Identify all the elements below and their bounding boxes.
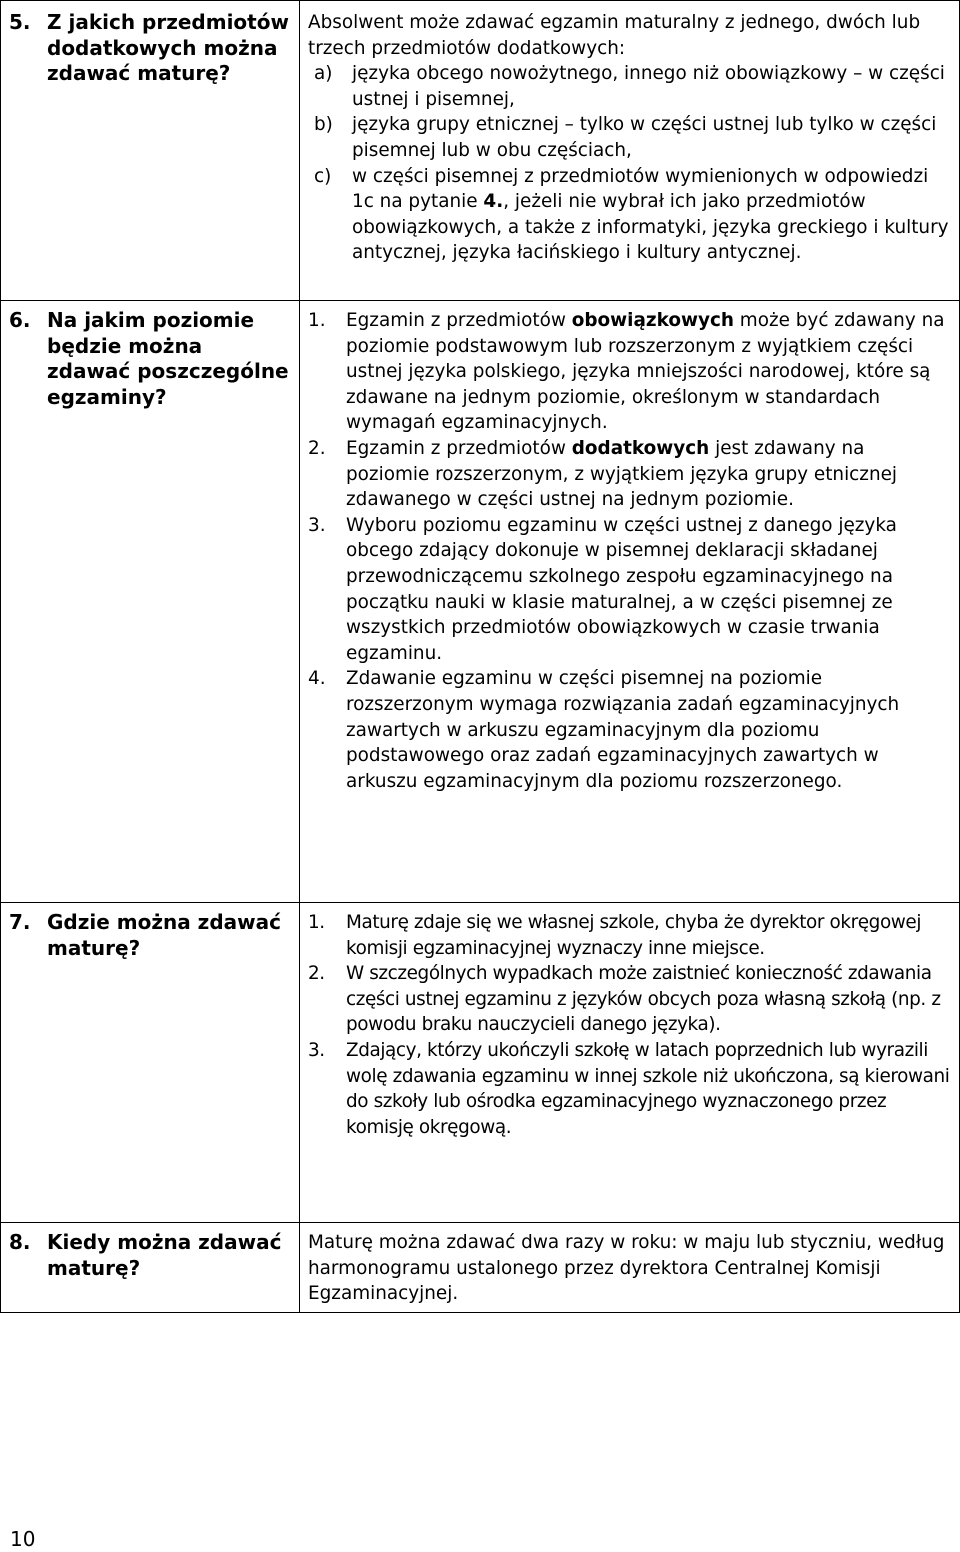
answer-item [308,666,953,794]
answer-item [314,61,953,112]
answer-item [308,308,953,436]
question-number: 6. [9,308,31,332]
question-text: Gdzie można zdawać maturę? [47,910,281,960]
page-number: 10 [10,1527,36,1551]
item-label: 3. [308,514,326,536]
question-text: Na jakim poziomie będzie można zdawać poszczególne egzaminy? [47,308,289,409]
item-label: a) [314,63,333,85]
answer-item [308,436,953,513]
item-text: Zdawanie egzaminu w części pisemnej na poziomie rozszerzonym wymaga rozwiązania zadań egzaminacyjnych zawartych w arkuszu egzaminacyjnym dla poziomu podstawowego oraz zadań egzaminacyjnych zawartych w arkuszu egzaminacyjnym dla poziomu rozszerzonego. [346,668,900,792]
row-divider [1,1222,959,1223]
answer-item [308,910,953,961]
question-text: Z jakich przedmiotów dodatkowych można zdawać maturę? [47,10,289,86]
column-divider [299,1,300,1312]
answer-item [314,112,953,163]
item-label: 1. [308,912,325,933]
question-number: 8. [9,1230,31,1254]
item-text: Egzamin z przedmiotów dodatkowych jest zdawany na poziomie rozszerzonym, z wyjątkiem języka grupy etnicznej zdawanego w części ustnej na jednym poziomie. [346,437,898,511]
item-text: W szczególnych wypadkach może zaistnieć konieczność zdawania części ustnej egzaminu z języków obcych poza własną szkołą (np. z powodu braku nauczycieli danego języka). [346,963,941,1036]
question-text: Kiedy można zdawać maturę? [47,1230,282,1280]
answer-8: Maturę można zdawać dwa razy w roku: w maju lub styczniu, według harmonogramu ustalonego przez dyrektora Centralnej Komisji Egzaminacyjnej. [308,1232,945,1305]
item-text: języka grupy etnicznej – tylko w części ustnej lub tylko w części pisemnej lub w obu częściach, [352,114,937,161]
item-text: Zdający, którzy ukończyli szkołę w latach poprzednich lub wyrazili wolę zdawania egzaminu w innej szkole niż ukończona, są kierowani do szkoły lub ośrodka egzaminacyjnego wyznaczonego przez komisję okręgową. [346,1039,950,1138]
item-text: w części pisemnej z przedmiotów wymienionych w odpowiedzi 1c na pytanie 4., jeżeli nie wybrał ich jako przedmiotów obowiązkowych, a także z informatyki, języka greckiego i kultury antycznej, języka łacińskiego i kultury antycznej. [352,165,949,264]
answer-item [308,1038,953,1140]
item-label: b) [314,114,333,136]
question-7 [9,910,291,961]
item-text: Maturę zdaje się we własnej szkole, chyba że dyrektor okręgowej komisji egzaminacyjnej wyznaczy inne miejsce. [346,912,922,959]
answer-item [314,164,953,266]
answer-item [308,961,953,1038]
question-number: 5. [9,10,31,34]
answer-5 [308,10,953,266]
question-6 [9,308,291,410]
item-label: c) [314,165,332,187]
row-divider [1,300,959,301]
question-8 [9,1230,291,1281]
item-label: 3. [308,1039,325,1061]
answer-intro: Absolwent może zdawać egzamin maturalny z jednego, dwóch lub trzech przedmiotów dodatkowych: [308,12,921,59]
answer-6 [308,308,953,794]
item-label: 2. [308,963,325,985]
item-label: 4. [308,668,326,690]
item-text: Egzamin z przedmiotów obowiązkowych może być zdawany na poziomie podstawowym lub rozszerzonym z wyjątkiem części ustnej języka polskiego, języka mniejszości narodowej, które są zdawane na jednym poziomie, określonym w standardach wymagań egzaminacyjnych. [346,310,945,434]
question-5 [9,10,291,87]
item-text: Wyboru poziomu egzaminu w części ustnej z danego języka obcego zdający dokonuje w pisemnej deklaracji składanej przewodniczącemu szkolnego zespołu egzaminacyjnego na początku nauki w klasie maturalnej, a w części pisemnej ze wszystkich przedmiotów obowiązkowych w czasie trwania egzaminu. [346,514,897,664]
item-label: 1. [308,310,326,331]
answer-item [308,513,953,667]
answer-7 [308,910,953,1140]
question-number: 7. [9,910,31,934]
row-divider [1,902,959,903]
item-label: 2. [308,437,326,459]
item-text: języka obcego nowożytnego, innego niż obowiązkowy – w części ustnej i pisemnej, [352,63,945,110]
